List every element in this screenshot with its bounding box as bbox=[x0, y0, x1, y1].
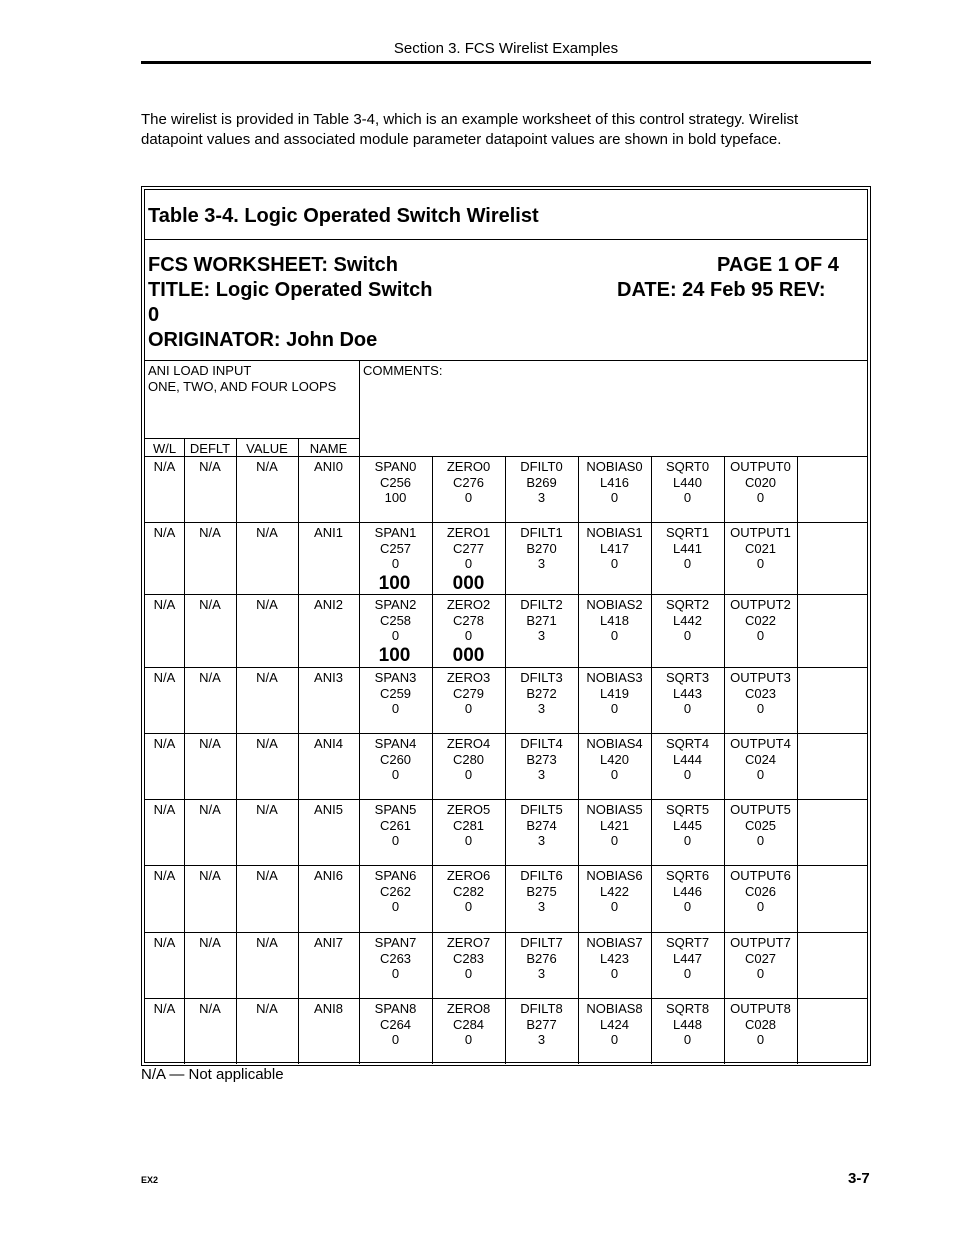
param-value: 0 bbox=[756, 899, 765, 914]
param-value: 0 bbox=[683, 628, 692, 643]
param-address: C260 bbox=[379, 751, 412, 767]
param-address: L446 bbox=[673, 883, 702, 899]
cell-sqrt bbox=[651, 459, 724, 506]
param-value: 0 bbox=[610, 490, 619, 505]
cell-wl: N/A bbox=[153, 935, 176, 950]
cell-deflt: N/A bbox=[199, 525, 221, 540]
param-name: SPAN2 bbox=[374, 597, 417, 612]
row-divider bbox=[145, 594, 867, 595]
param-address: C284 bbox=[452, 1016, 485, 1032]
col-divider bbox=[797, 522, 798, 594]
param-value: 100 bbox=[384, 490, 407, 505]
cell-dfilt bbox=[505, 868, 578, 915]
cell-output bbox=[724, 736, 797, 783]
cell-deflt: N/A bbox=[199, 670, 221, 685]
cell-value: N/A bbox=[256, 1001, 278, 1016]
param-name: NOBIAS8 bbox=[586, 1001, 643, 1016]
param-name: OUTPUT2 bbox=[730, 597, 791, 612]
param-address: L444 bbox=[673, 751, 702, 767]
cell-nobias bbox=[578, 670, 651, 717]
param-address: C279 bbox=[452, 685, 485, 701]
param-name: DFILT1 bbox=[520, 525, 563, 540]
cell-name: ANI3 bbox=[314, 670, 343, 685]
column-header-wl: W/L bbox=[152, 441, 177, 456]
param-address: C276 bbox=[452, 474, 485, 490]
param-name: DFILT0 bbox=[520, 459, 563, 474]
param-name: ZERO0 bbox=[446, 459, 491, 474]
cell-value: N/A bbox=[256, 935, 278, 950]
param-name: SPAN6 bbox=[374, 868, 417, 883]
param-name: NOBIAS6 bbox=[586, 868, 643, 883]
param-value: 0 bbox=[391, 767, 400, 782]
worksheet-label: FCS WORKSHEET: Switch bbox=[148, 254, 399, 276]
param-name: ZERO8 bbox=[446, 1001, 491, 1016]
cell-value: N/A bbox=[256, 459, 278, 474]
param-value: 0 bbox=[610, 833, 619, 848]
wirelist-table-frame bbox=[141, 186, 871, 1066]
param-value: 0 bbox=[756, 767, 765, 782]
cell-wl: N/A bbox=[153, 736, 176, 751]
param-value: 0 bbox=[391, 966, 400, 981]
cell-deflt: N/A bbox=[199, 868, 221, 883]
row-divider bbox=[145, 667, 867, 668]
param-address: B273 bbox=[526, 751, 557, 767]
param-name: SQRT7 bbox=[665, 935, 710, 950]
cell-output bbox=[724, 802, 797, 849]
param-name: NOBIAS1 bbox=[586, 525, 643, 540]
rev-value: 0 bbox=[148, 304, 160, 326]
param-value: 0 bbox=[391, 701, 400, 716]
param-value: 0 bbox=[464, 701, 473, 716]
param-address: B271 bbox=[526, 612, 557, 628]
param-value: 3 bbox=[537, 556, 546, 571]
param-address: L448 bbox=[673, 1016, 702, 1032]
cell-output bbox=[724, 670, 797, 717]
param-address: B277 bbox=[526, 1016, 557, 1032]
param-value: 0 bbox=[756, 966, 765, 981]
param-name: SQRT0 bbox=[665, 459, 710, 474]
param-address: C027 bbox=[744, 950, 777, 966]
param-address: C259 bbox=[379, 685, 412, 701]
cell-name: ANI6 bbox=[314, 868, 343, 883]
param-name: OUTPUT1 bbox=[730, 525, 791, 540]
param-address: C278 bbox=[452, 612, 485, 628]
wirelist-table bbox=[144, 189, 868, 1063]
param-name: OUTPUT0 bbox=[730, 459, 791, 474]
param-address: B276 bbox=[526, 950, 557, 966]
param-name: SQRT1 bbox=[665, 525, 710, 540]
param-value: 0 bbox=[683, 899, 692, 914]
param-address: L423 bbox=[600, 950, 629, 966]
intro-paragraph: The wirelist is provided in Table 3-4, which is an example worksheet of this control strategy. Wirelist datapoint values and associated module parameter datapoint values are shown in bold typeface. bbox=[141, 111, 799, 148]
param-name: ZERO4 bbox=[446, 736, 491, 751]
cell-sqrt bbox=[651, 935, 724, 982]
param-address: C026 bbox=[744, 883, 777, 899]
param-address: L416 bbox=[600, 474, 629, 490]
cell-sqrt bbox=[651, 736, 724, 783]
param-address: C262 bbox=[379, 883, 412, 899]
cell-span bbox=[359, 802, 432, 849]
bold-zero-value: 000 bbox=[452, 644, 485, 666]
header-row-top bbox=[145, 438, 359, 439]
param-address: L424 bbox=[600, 1016, 629, 1032]
cell-zero bbox=[432, 1001, 505, 1048]
cell-nobias bbox=[578, 935, 651, 982]
param-value: 0 bbox=[610, 899, 619, 914]
cell-span bbox=[359, 935, 432, 982]
param-name: DFILT5 bbox=[520, 802, 563, 817]
cell-dfilt bbox=[505, 597, 578, 644]
cell-wl: N/A bbox=[153, 597, 176, 612]
param-value: 0 bbox=[610, 1032, 619, 1047]
cell-zero bbox=[432, 736, 505, 783]
bold-span-value: 100 bbox=[378, 572, 411, 594]
cell-span bbox=[359, 459, 432, 506]
row-divider bbox=[145, 733, 867, 734]
param-value: 3 bbox=[537, 1032, 546, 1047]
cell-name: ANI8 bbox=[314, 1001, 343, 1016]
comments-label: COMMENTS: bbox=[363, 363, 443, 378]
param-name: OUTPUT3 bbox=[730, 670, 791, 685]
param-address: C028 bbox=[744, 1016, 777, 1032]
col-divider bbox=[797, 998, 798, 1064]
param-name: OUTPUT5 bbox=[730, 802, 791, 817]
cell-span bbox=[359, 736, 432, 783]
param-address: L441 bbox=[673, 540, 702, 556]
cell-wl: N/A bbox=[153, 1001, 176, 1016]
header-rule bbox=[141, 61, 871, 64]
page-header: Section 3. FCS Wirelist Examples bbox=[393, 40, 619, 57]
param-name: SPAN8 bbox=[374, 1001, 417, 1016]
param-address: C257 bbox=[379, 540, 412, 556]
cell-span bbox=[359, 868, 432, 915]
col-divider bbox=[797, 456, 798, 522]
table-title: Table 3-4. Logic Operated Switch Wirelist bbox=[148, 205, 539, 227]
param-value: 0 bbox=[610, 966, 619, 981]
row-divider bbox=[145, 998, 867, 999]
param-address: L442 bbox=[673, 612, 702, 628]
col-divider bbox=[797, 667, 798, 733]
cell-zero bbox=[432, 802, 505, 849]
cell-nobias bbox=[578, 736, 651, 783]
param-value: 0 bbox=[756, 701, 765, 716]
cell-name: ANI7 bbox=[314, 935, 343, 950]
param-name: SQRT8 bbox=[665, 1001, 710, 1016]
param-value: 0 bbox=[683, 833, 692, 848]
load-input-line2: ONE, TWO, AND FOUR LOOPS bbox=[148, 379, 337, 394]
param-value: 3 bbox=[537, 767, 546, 782]
cell-deflt: N/A bbox=[199, 459, 221, 474]
cell-sqrt bbox=[651, 1001, 724, 1048]
param-address: C023 bbox=[744, 685, 777, 701]
cell-wl: N/A bbox=[153, 670, 176, 685]
param-address: B269 bbox=[526, 474, 557, 490]
cell-name: ANI2 bbox=[314, 597, 343, 612]
param-name: OUTPUT7 bbox=[730, 935, 791, 950]
cell-sqrt bbox=[651, 670, 724, 717]
param-address: L422 bbox=[600, 883, 629, 899]
param-value: 0 bbox=[464, 1032, 473, 1047]
bold-zero-value: 000 bbox=[452, 572, 485, 594]
col-divider bbox=[797, 865, 798, 932]
param-address: L443 bbox=[673, 685, 702, 701]
param-address: L447 bbox=[673, 950, 702, 966]
param-value: 0 bbox=[464, 628, 473, 643]
param-name: NOBIAS7 bbox=[586, 935, 643, 950]
param-name: OUTPUT8 bbox=[730, 1001, 791, 1016]
param-address: C024 bbox=[744, 751, 777, 767]
param-address: L421 bbox=[600, 817, 629, 833]
cell-output bbox=[724, 868, 797, 915]
cell-deflt: N/A bbox=[199, 935, 221, 950]
param-name: SPAN3 bbox=[374, 670, 417, 685]
param-address: B274 bbox=[526, 817, 557, 833]
param-address: L440 bbox=[673, 474, 702, 490]
cell-wl: N/A bbox=[153, 459, 176, 474]
param-value: 0 bbox=[756, 833, 765, 848]
param-name: DFILT3 bbox=[520, 670, 563, 685]
param-name: ZERO1 bbox=[446, 525, 491, 540]
param-address: L417 bbox=[600, 540, 629, 556]
param-name: DFILT7 bbox=[520, 935, 563, 950]
cell-nobias bbox=[578, 868, 651, 915]
param-value: 0 bbox=[464, 899, 473, 914]
param-value: 3 bbox=[537, 490, 546, 505]
cell-nobias bbox=[578, 597, 651, 644]
param-name: OUTPUT4 bbox=[730, 736, 791, 751]
param-name: OUTPUT6 bbox=[730, 868, 791, 883]
cell-sqrt bbox=[651, 868, 724, 915]
param-value: 0 bbox=[391, 833, 400, 848]
title-divider bbox=[145, 239, 867, 240]
cell-dfilt bbox=[505, 935, 578, 982]
col-divider bbox=[797, 594, 798, 667]
column-header-name: NAME bbox=[309, 441, 348, 456]
param-value: 0 bbox=[391, 628, 400, 643]
param-value: 0 bbox=[610, 628, 619, 643]
cell-name: ANI4 bbox=[314, 736, 343, 751]
param-name: SQRT2 bbox=[665, 597, 710, 612]
param-address: L418 bbox=[600, 612, 629, 628]
param-name: SPAN1 bbox=[374, 525, 417, 540]
param-value: 3 bbox=[537, 966, 546, 981]
param-address: C021 bbox=[744, 540, 777, 556]
cell-wl: N/A bbox=[153, 525, 176, 540]
cell-output bbox=[724, 459, 797, 506]
param-value: 0 bbox=[610, 556, 619, 571]
param-name: SQRT5 bbox=[665, 802, 710, 817]
param-name: DFILT6 bbox=[520, 868, 563, 883]
cell-value: N/A bbox=[256, 802, 278, 817]
param-name: SPAN0 bbox=[374, 459, 417, 474]
row-divider bbox=[145, 522, 867, 523]
cell-output bbox=[724, 1001, 797, 1048]
col-divider bbox=[797, 733, 798, 799]
cell-span bbox=[359, 1001, 432, 1048]
cell-output bbox=[724, 597, 797, 644]
worksheet-divider bbox=[145, 360, 867, 361]
param-address: L420 bbox=[600, 751, 629, 767]
param-address: L419 bbox=[600, 685, 629, 701]
row-divider bbox=[145, 799, 867, 800]
cell-nobias bbox=[578, 802, 651, 849]
param-value: 0 bbox=[391, 899, 400, 914]
load-input-line1: ANI LOAD INPUT bbox=[148, 363, 252, 378]
param-value: 0 bbox=[464, 556, 473, 571]
cell-value: N/A bbox=[256, 597, 278, 612]
param-address: C261 bbox=[379, 817, 412, 833]
param-value: 0 bbox=[683, 556, 692, 571]
cell-deflt: N/A bbox=[199, 597, 221, 612]
param-value: 3 bbox=[537, 833, 546, 848]
param-value: 0 bbox=[464, 966, 473, 981]
param-name: NOBIAS2 bbox=[586, 597, 643, 612]
param-address: C263 bbox=[379, 950, 412, 966]
param-name: ZERO7 bbox=[446, 935, 491, 950]
cell-dfilt bbox=[505, 1001, 578, 1048]
param-value: 0 bbox=[610, 767, 619, 782]
param-value: 3 bbox=[537, 628, 546, 643]
cell-span bbox=[359, 525, 432, 594]
footnote: N/A — Not applicable bbox=[141, 1066, 284, 1083]
cell-zero bbox=[432, 670, 505, 717]
cell-value: N/A bbox=[256, 868, 278, 883]
column-header-value: VALUE bbox=[246, 441, 288, 456]
worksheet-title: TITLE: Logic Operated Switch bbox=[148, 279, 433, 301]
cell-sqrt bbox=[651, 597, 724, 644]
param-address: C264 bbox=[379, 1016, 412, 1032]
param-name: NOBIAS4 bbox=[586, 736, 643, 751]
cell-zero bbox=[432, 868, 505, 915]
param-name: ZERO6 bbox=[446, 868, 491, 883]
page-label: PAGE 1 OF 4 bbox=[717, 254, 839, 276]
param-value: 0 bbox=[683, 767, 692, 782]
param-value: 0 bbox=[464, 490, 473, 505]
param-value: 0 bbox=[683, 966, 692, 981]
cell-value: N/A bbox=[256, 525, 278, 540]
cell-zero bbox=[432, 459, 505, 506]
param-address: C258 bbox=[379, 612, 412, 628]
param-address: B272 bbox=[526, 685, 557, 701]
param-address: C281 bbox=[452, 817, 485, 833]
cell-nobias bbox=[578, 525, 651, 572]
cell-output bbox=[724, 525, 797, 572]
row-divider bbox=[145, 865, 867, 866]
param-value: 0 bbox=[391, 556, 400, 571]
cell-name: ANI1 bbox=[314, 525, 343, 540]
cell-wl: N/A bbox=[153, 802, 176, 817]
param-address: C256 bbox=[379, 474, 412, 490]
param-name: SQRT6 bbox=[665, 868, 710, 883]
param-value: 0 bbox=[756, 556, 765, 571]
cell-wl: N/A bbox=[153, 868, 176, 883]
cell-nobias bbox=[578, 1001, 651, 1048]
param-value: 0 bbox=[756, 490, 765, 505]
param-address: C277 bbox=[452, 540, 485, 556]
column-header-deflt: DEFLT bbox=[189, 441, 231, 456]
param-name: SQRT4 bbox=[665, 736, 710, 751]
param-value: 0 bbox=[464, 767, 473, 782]
param-name: SQRT3 bbox=[665, 670, 710, 685]
footer-code: EX2 bbox=[141, 1175, 159, 1185]
param-address: C022 bbox=[744, 612, 777, 628]
param-name: DFILT2 bbox=[520, 597, 563, 612]
cell-deflt: N/A bbox=[199, 802, 221, 817]
param-value: 0 bbox=[756, 1032, 765, 1047]
cell-dfilt bbox=[505, 525, 578, 572]
cell-nobias bbox=[578, 459, 651, 506]
param-value: 0 bbox=[683, 490, 692, 505]
param-value: 0 bbox=[391, 1032, 400, 1047]
cell-name: ANI0 bbox=[314, 459, 343, 474]
param-address: C020 bbox=[744, 474, 777, 490]
cell-span bbox=[359, 670, 432, 717]
param-name: SPAN5 bbox=[374, 802, 417, 817]
cell-dfilt bbox=[505, 802, 578, 849]
row-divider bbox=[145, 932, 867, 933]
cell-deflt: N/A bbox=[199, 736, 221, 751]
cell-zero bbox=[432, 597, 505, 666]
cell-output bbox=[724, 935, 797, 982]
param-value: 0 bbox=[610, 701, 619, 716]
col-divider bbox=[797, 799, 798, 865]
cell-sqrt bbox=[651, 525, 724, 572]
param-name: SPAN4 bbox=[374, 736, 417, 751]
param-address: L445 bbox=[673, 817, 702, 833]
param-address: C283 bbox=[452, 950, 485, 966]
param-address: C282 bbox=[452, 883, 485, 899]
param-name: ZERO3 bbox=[446, 670, 491, 685]
cell-name: ANI5 bbox=[314, 802, 343, 817]
cell-zero bbox=[432, 525, 505, 594]
param-value: 3 bbox=[537, 899, 546, 914]
bold-span-value: 100 bbox=[378, 644, 411, 666]
row-divider bbox=[145, 456, 867, 457]
param-address: B275 bbox=[526, 883, 557, 899]
cell-value: N/A bbox=[256, 736, 278, 751]
cell-sqrt bbox=[651, 802, 724, 849]
cell-zero bbox=[432, 935, 505, 982]
param-value: 0 bbox=[683, 701, 692, 716]
param-name: SPAN7 bbox=[374, 935, 417, 950]
param-name: NOBIAS0 bbox=[586, 459, 643, 474]
date-rev-label: DATE: 24 Feb 95 REV: bbox=[617, 279, 826, 301]
param-name: NOBIAS3 bbox=[586, 670, 643, 685]
cell-deflt: N/A bbox=[199, 1001, 221, 1016]
col-divider bbox=[797, 932, 798, 998]
param-name: NOBIAS5 bbox=[586, 802, 643, 817]
param-value: 0 bbox=[756, 628, 765, 643]
cell-dfilt bbox=[505, 736, 578, 783]
param-address: B270 bbox=[526, 540, 557, 556]
cell-dfilt bbox=[505, 670, 578, 717]
param-address: C280 bbox=[452, 751, 485, 767]
param-name: ZERO5 bbox=[446, 802, 491, 817]
param-value: 3 bbox=[537, 701, 546, 716]
cell-span bbox=[359, 597, 432, 666]
param-name: ZERO2 bbox=[446, 597, 491, 612]
param-value: 0 bbox=[464, 833, 473, 848]
page-number: 3-7 bbox=[848, 1170, 870, 1187]
originator-label: ORIGINATOR: John Doe bbox=[148, 329, 378, 351]
param-name: DFILT8 bbox=[520, 1001, 563, 1016]
cell-value: N/A bbox=[256, 670, 278, 685]
param-name: DFILT4 bbox=[520, 736, 563, 751]
param-value: 0 bbox=[683, 1032, 692, 1047]
cell-dfilt bbox=[505, 459, 578, 506]
param-address: C025 bbox=[744, 817, 777, 833]
